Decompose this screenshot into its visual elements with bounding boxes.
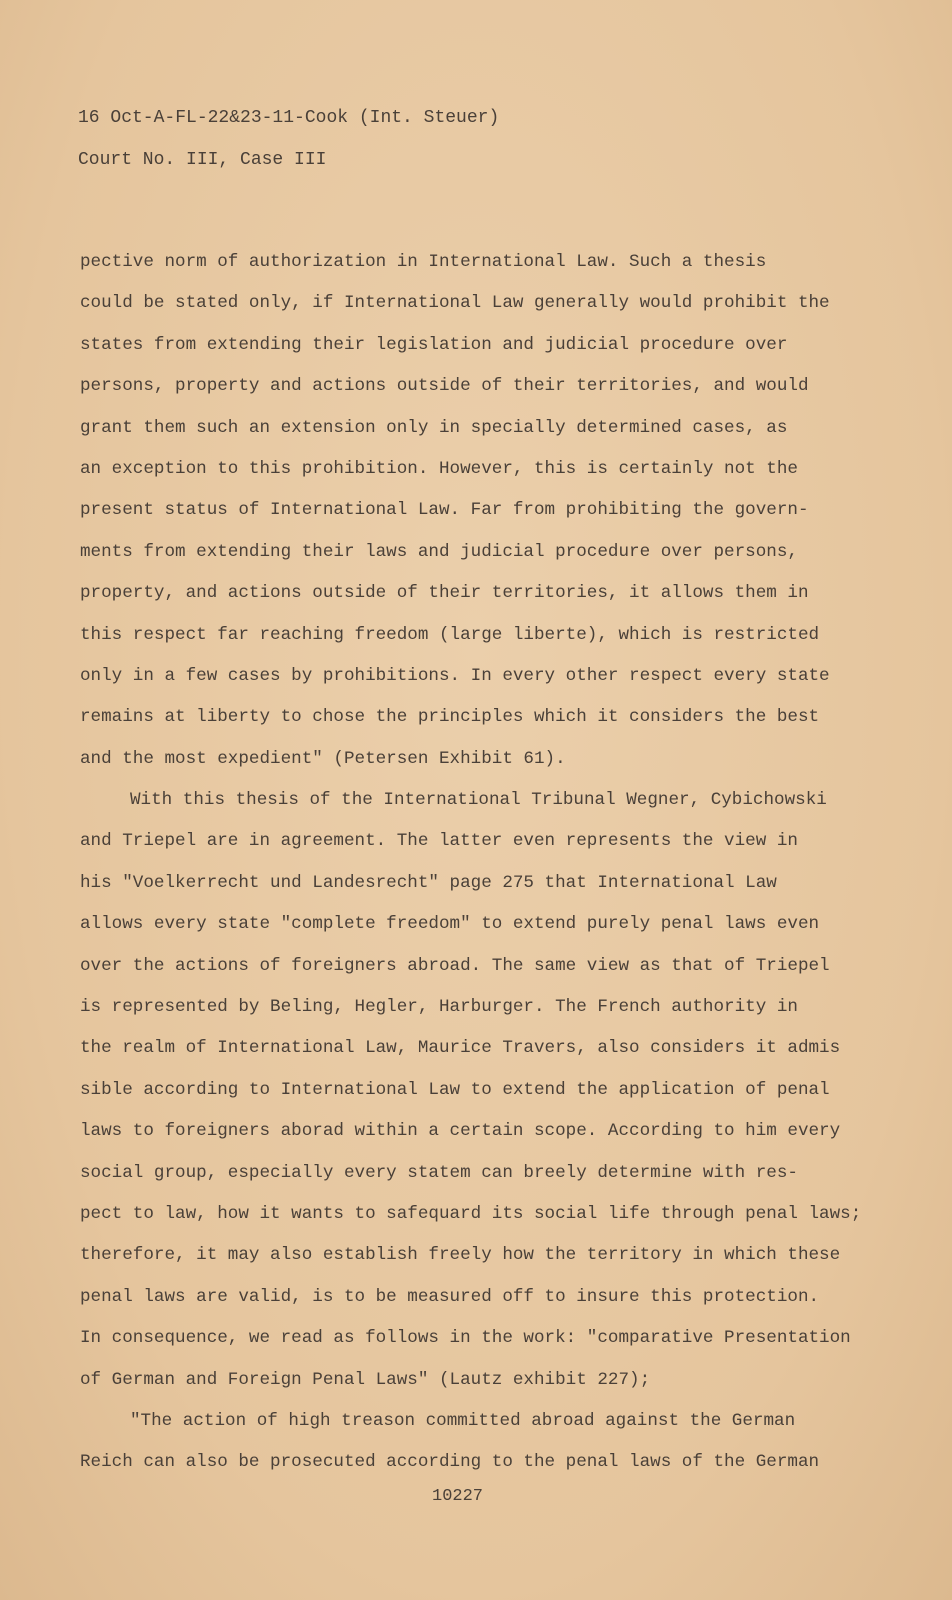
text-line: an exception to this prohibition. However, this is certainly not the <box>80 458 798 479</box>
text-line: therefore, it may also establish freely how the territory in which these <box>80 1245 841 1266</box>
text-line: and Triepel are in agreement. The latter even represents the view in <box>80 831 798 852</box>
text-line: is represented by Beling, Hegler, Harburger. The French authority in <box>80 997 798 1018</box>
text-line: states from extending their legislation and judicial procedure over <box>80 334 788 355</box>
text-line: his "Voelkerrecht und Landesrecht" page 275 that International Law <box>80 872 777 893</box>
text-line: pective norm of authorization in International Law. Such a thesis <box>80 252 767 272</box>
text-line: grant them such an extension only in specially determined cases, as <box>80 417 788 438</box>
text-line: property, and actions outside of their territories, it allows them in <box>80 583 809 604</box>
text-line: laws to foreigners aborad within a certain scope. According to him every <box>80 1121 841 1142</box>
text-line: "The action of high treason committed abroad against the German <box>130 1410 796 1431</box>
text-line: With this thesis of the International Tribunal Wegner, Cybichowski <box>130 790 827 811</box>
text-line: ments from extending their laws and judicial procedure over persons, <box>80 541 798 562</box>
text-line: penal laws are valid, is to be measured off to insure this protection. <box>80 1286 820 1307</box>
text-line: persons, property and actions outside of their territories, and would <box>80 376 809 397</box>
text-line: of German and Foreign Penal Laws" (Lautz exhibit 227); <box>80 1369 651 1390</box>
text-line: could be stated only, if International Law generally would prohibit the <box>80 293 830 314</box>
document-body <box>80 248 940 1490</box>
document-header-court: Court No. III, Case III <box>78 150 327 170</box>
text-line: over the actions of foreigners abroad. The same view as that of Triepel <box>80 955 830 976</box>
text-line: In consequence, we read as follows in the work: "comparative Presentation <box>80 1328 851 1349</box>
page-number: 10227 <box>432 1487 484 1506</box>
text-line: this respect far reaching freedom (large liberte), which is restricted <box>80 624 820 645</box>
text-line: Reich can also be prosecuted according to the penal laws of the German <box>80 1452 820 1473</box>
text-line: remains at liberty to chose the principles which it considers the best <box>80 707 820 728</box>
text-line: sible according to International Law to extend the application of penal <box>80 1079 830 1100</box>
document-header-reference: 16 Oct-A-FL-22&23-11-Cook (Int. Steuer) <box>78 108 500 128</box>
text-line: present status of International Law. Far from prohibiting the govern- <box>80 500 809 521</box>
text-line: social group, especially every statem can breely determine with res- <box>80 1162 798 1183</box>
text-line: pect to law, how it wants to safequard its social life through penal laws; <box>80 1203 862 1224</box>
text-line: only in a few cases by prohibitions. In every other respect every state <box>80 665 830 686</box>
text-line: and the most expedient" (Petersen Exhibit 61). <box>80 748 566 769</box>
text-line: allows every state "complete freedom" to extend purely penal laws even <box>80 914 820 935</box>
text-line: the realm of International Law, Maurice Travers, also considers it admis <box>80 1038 841 1059</box>
